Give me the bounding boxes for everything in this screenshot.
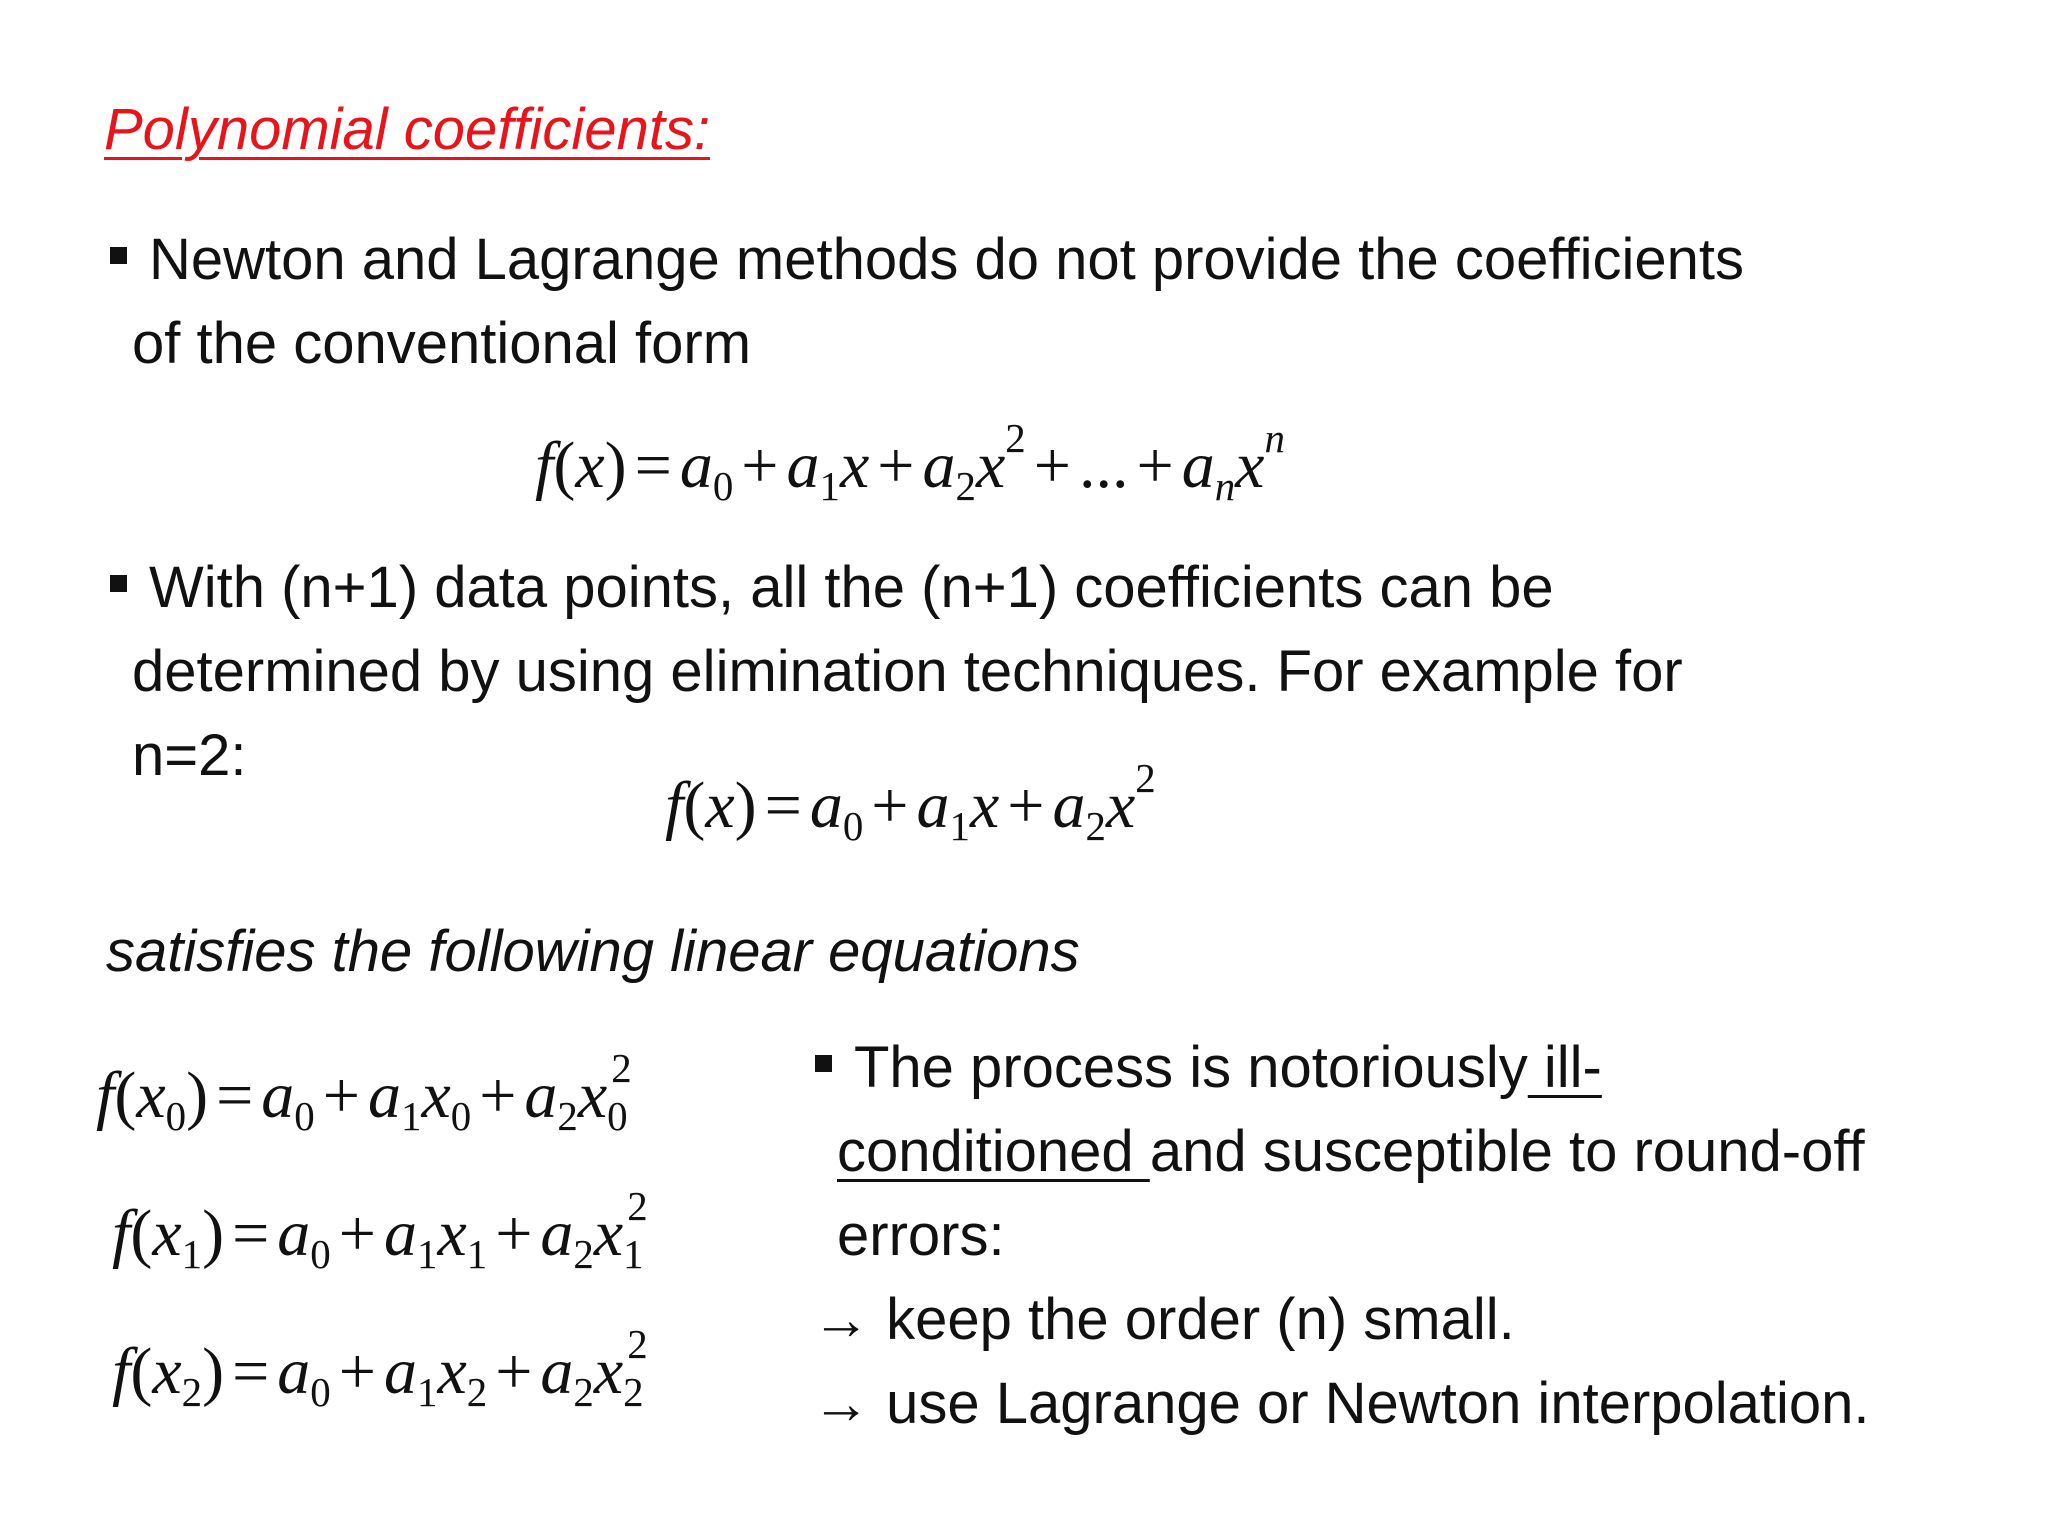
- bullet2-line3: n=2:: [132, 723, 247, 788]
- equation-quadratic: $f(x) = a_0 + a_1x + a_2x^2$: [665, 756, 1156, 850]
- square-bullet-icon: [110, 575, 127, 592]
- right-arrow-icon: →: [812, 1287, 870, 1352]
- arrow-item-use-interpolation: [812, 1362, 1870, 1446]
- bullet3-line1-underlined: ill-: [1527, 1035, 1602, 1100]
- equation-x2: $f(x_2) = a_0 + a_1x_2 + a_2x_2^2$: [112, 1322, 648, 1416]
- arrow1-text: keep the order (n) small.: [886, 1287, 1515, 1352]
- bullet1-line1: Newton and Lagrange methods do not provide the coefficients: [149, 227, 1744, 292]
- arrow-item-keep-order: [812, 1278, 1515, 1362]
- bullet3-line3: errors:: [837, 1203, 1005, 1268]
- slide-title: Polynomial coefficients:: [104, 97, 711, 162]
- bullet2-line2: determined by using elimination techniques. For example for: [132, 639, 1683, 704]
- equation-x0: $f(x_0) = a_0 + a_1x_0 + a_2x_0^2$: [96, 1046, 632, 1140]
- square-bullet-icon: [110, 247, 127, 264]
- equation-general-polynomial: $f(x) = a_0 + a_1x + a_2x^2$ + ... + $a_nx^n$: [535, 416, 1285, 510]
- bullet-data-points: [110, 546, 1683, 798]
- satisfies-text: satisfies the following linear equations: [106, 919, 1080, 984]
- arrow2-text: use Lagrange or Newton interpolation.: [886, 1371, 1870, 1436]
- bullet-newton-lagrange: [110, 218, 1744, 386]
- bullet1-line2: of the conventional form: [132, 311, 752, 376]
- equation-x1: $f(x_1) = a_0 + a_1x_1 + a_2x_1^2$: [112, 1184, 648, 1278]
- right-arrow-icon: →: [812, 1371, 870, 1436]
- bullet3-line2-post: and susceptible to round-off: [1149, 1119, 1865, 1184]
- bullet-ill-conditioned: [815, 1026, 1865, 1278]
- bullet3-line1-pre: The process is notoriously: [854, 1035, 1528, 1100]
- square-bullet-icon: [815, 1055, 832, 1072]
- bullet2-line1: With (n+1) data points, all the (n+1) coefficients can be: [149, 555, 1554, 620]
- bullet3-line2-underlined: conditioned: [837, 1119, 1150, 1184]
